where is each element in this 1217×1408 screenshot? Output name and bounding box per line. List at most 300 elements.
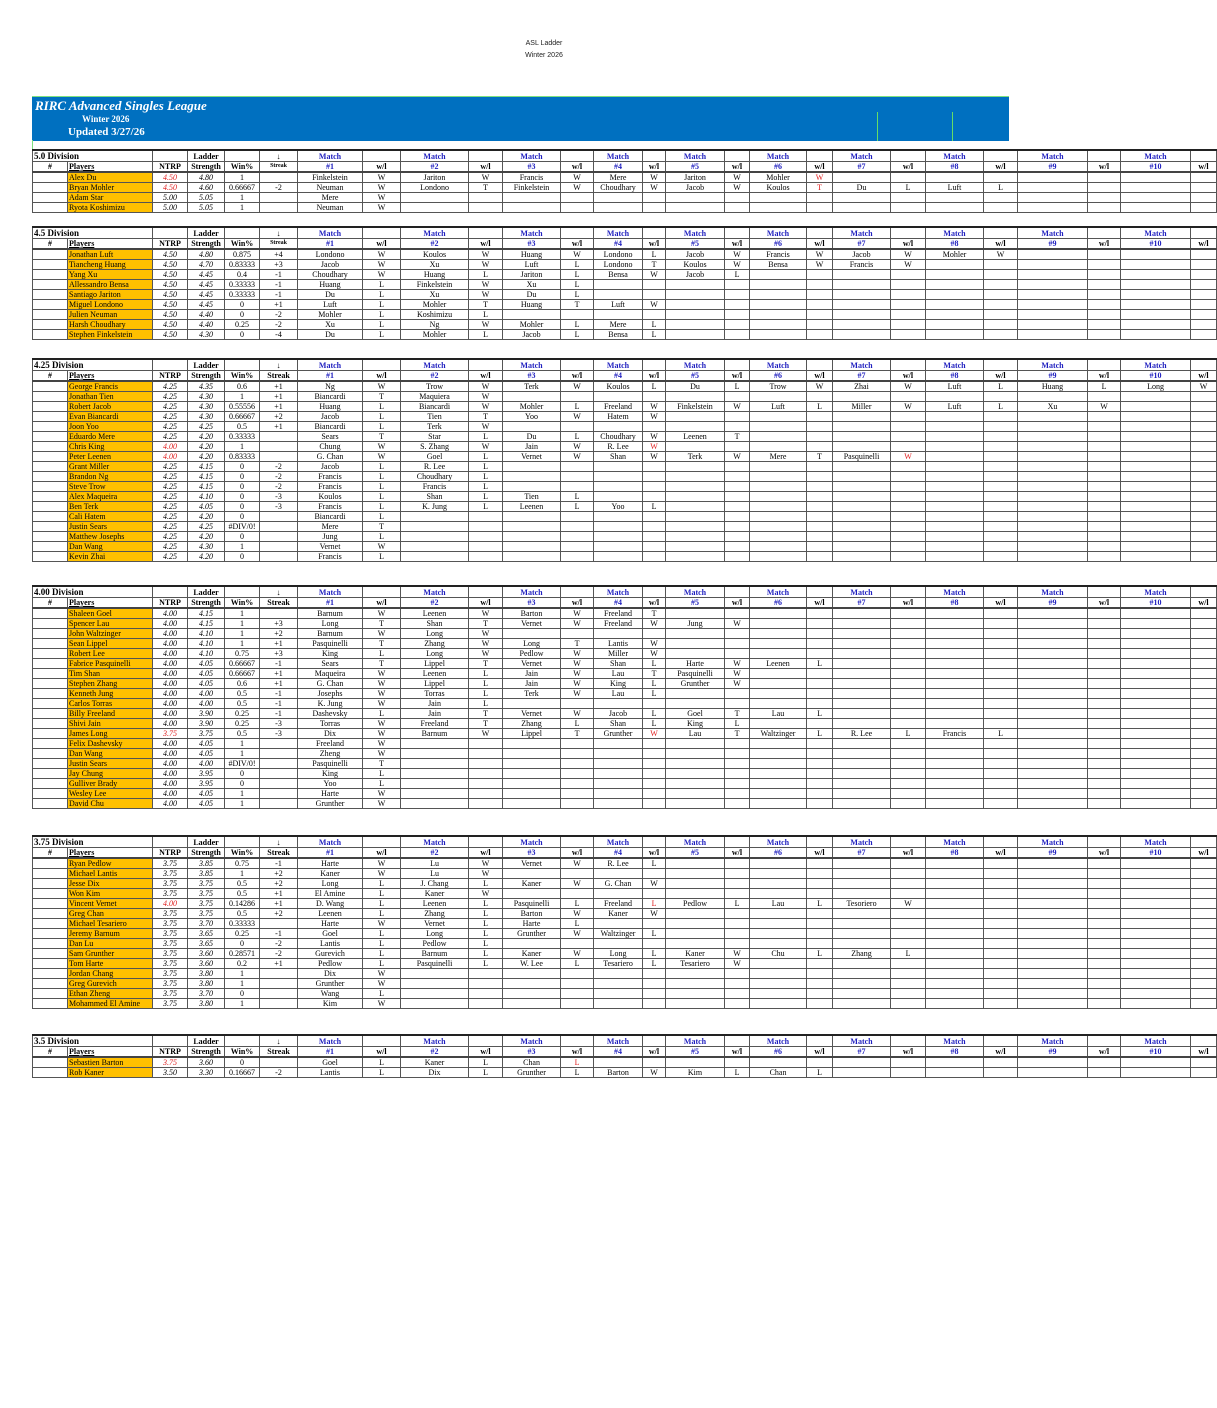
result-cell: [807, 330, 833, 340]
result-cell: W: [363, 260, 401, 270]
match-number-header: #4: [594, 162, 643, 173]
result-cell: [984, 522, 1018, 532]
player-name[interactable]: Steve Trow: [68, 482, 153, 492]
opponent-cell: [926, 858, 984, 869]
match-header: Match: [594, 227, 643, 239]
result-cell: [643, 999, 666, 1009]
ntrp-header: NTRP: [153, 848, 188, 859]
opponent-cell: Lantis: [298, 939, 363, 949]
streak-value: -1: [260, 280, 298, 290]
result-cell: [1088, 512, 1121, 522]
player-name[interactable]: Yang Xu: [68, 270, 153, 280]
opponent-cell: [1018, 639, 1088, 649]
player-name[interactable]: Miguel Londono: [68, 300, 153, 310]
result-cell: [1191, 669, 1217, 679]
winpct-value: 0.25: [225, 719, 260, 729]
match-header: Match: [503, 150, 561, 162]
opponent-cell: [1121, 422, 1191, 432]
opponent-cell: [1121, 502, 1191, 512]
result-cell: [1088, 392, 1121, 402]
opponent-cell: [503, 422, 561, 432]
opponent-cell: [666, 749, 725, 759]
result-cell: W: [469, 381, 503, 392]
result-cell: W: [363, 719, 401, 729]
strength-value: 4.25: [188, 522, 225, 532]
player-name[interactable]: Chris King: [68, 442, 153, 452]
player-name[interactable]: Matthew Josephs: [68, 532, 153, 542]
match-number-header: #8: [926, 239, 984, 250]
opponent-cell: [926, 412, 984, 422]
result-cell: [561, 989, 594, 999]
opponent-cell: [1018, 729, 1088, 739]
result-cell: [1191, 300, 1217, 310]
player-name[interactable]: Justin Sears: [68, 522, 153, 532]
opponent-cell: [833, 929, 891, 939]
opponent-cell: [1121, 203, 1191, 213]
result-cell: L: [469, 899, 503, 909]
player-name[interactable]: Alex Maqueira: [68, 492, 153, 502]
player-name[interactable]: Felix Dashevsky: [68, 739, 153, 749]
player-name[interactable]: Ben Terk: [68, 502, 153, 512]
result-cell: [891, 320, 926, 330]
opponent-cell: [750, 532, 807, 542]
result-cell: W: [725, 669, 750, 679]
player-name[interactable]: David Chu: [68, 799, 153, 809]
player-name[interactable]: Eduardo Mere: [68, 432, 153, 442]
player-name[interactable]: Jeremy Barnum: [68, 929, 153, 939]
opponent-cell: [1121, 193, 1191, 203]
streak-value: +1: [260, 300, 298, 310]
player-row: [33, 472, 1217, 482]
opponent-cell: Chu: [750, 949, 807, 959]
result-cell: T: [469, 412, 503, 422]
match-header: Match: [750, 586, 807, 598]
opponent-cell: Terk: [666, 452, 725, 462]
strength-value: 4.30: [188, 330, 225, 340]
player-name[interactable]: Wesley Lee: [68, 789, 153, 799]
opponent-cell: [926, 442, 984, 452]
player-name[interactable]: Spencer Lau: [68, 619, 153, 629]
result-cell: [1191, 492, 1217, 502]
header-blank: [807, 836, 833, 848]
result-cell: [1191, 799, 1217, 809]
opponent-cell: Wang: [298, 989, 363, 999]
opponent-cell: Tesariero: [666, 959, 725, 969]
header-blank: [469, 359, 503, 371]
player-name[interactable]: Sam Grunther: [68, 949, 153, 959]
streak-value: [260, 512, 298, 522]
player-row: [33, 989, 1217, 999]
player-name[interactable]: Julien Neuman: [68, 310, 153, 320]
opponent-cell: [926, 330, 984, 340]
result-cell: L: [363, 959, 401, 969]
result-cell: L: [643, 709, 666, 719]
player-name[interactable]: Santiago Jariton: [68, 290, 153, 300]
match-header: Match: [298, 227, 363, 239]
opponent-cell: Bensa: [594, 330, 643, 340]
player-name[interactable]: Stephen Finkelstein: [68, 330, 153, 340]
rank-cell: [33, 442, 68, 452]
opponent-cell: Grunther: [594, 729, 643, 739]
opponent-cell: [750, 412, 807, 422]
opponent-cell: [926, 310, 984, 320]
opponent-cell: Lippel: [503, 729, 561, 739]
player-name[interactable]: Mohammed El Amine: [68, 999, 153, 1009]
opponent-cell: [503, 193, 561, 203]
player-name[interactable]: Greg Gurevich: [68, 979, 153, 989]
opponent-cell: [926, 512, 984, 522]
player-name[interactable]: Dan Wang: [68, 749, 153, 759]
result-cell: [561, 699, 594, 709]
result-cell: T: [643, 669, 666, 679]
player-name[interactable]: Kenneth Jung: [68, 689, 153, 699]
streak-value: +3: [260, 649, 298, 659]
result-cell: L: [725, 381, 750, 392]
opponent-cell: Londono: [594, 260, 643, 270]
opponent-cell: [926, 203, 984, 213]
opponent-cell: [926, 869, 984, 879]
opponent-cell: K. Jung: [401, 502, 469, 512]
result-cell: [984, 969, 1018, 979]
opponent-cell: Miller: [833, 402, 891, 412]
opponent-cell: Luft: [926, 183, 984, 193]
player-name[interactable]: Bryan Mohler: [68, 183, 153, 193]
rank-cell: [33, 729, 68, 739]
streak-value: [260, 172, 298, 183]
result-cell: [807, 909, 833, 919]
player-name[interactable]: Stephen Zhang: [68, 679, 153, 689]
player-name[interactable]: Justin Sears: [68, 759, 153, 769]
header-blank: [725, 1035, 750, 1047]
sort-arrow-icon[interactable]: ↓: [260, 227, 298, 239]
opponent-cell: El Amine: [298, 889, 363, 899]
ntrp-value: 4.00: [153, 769, 188, 779]
division-header-row: [33, 1035, 1217, 1047]
opponent-cell: Grunther: [503, 1068, 561, 1078]
ntrp-value: 4.50: [153, 310, 188, 320]
rank-cell: [33, 969, 68, 979]
player-name[interactable]: James Long: [68, 729, 153, 739]
result-cell: [725, 989, 750, 999]
opponent-cell: Shan: [594, 659, 643, 669]
opponent-cell: Chan: [503, 1057, 561, 1068]
opponent-cell: Koshimizu: [401, 310, 469, 320]
match-header: Match: [750, 227, 807, 239]
match-header: Match: [1018, 359, 1088, 371]
rank-cell: [33, 689, 68, 699]
result-cell: [725, 789, 750, 799]
player-name[interactable]: Joon Yoo: [68, 422, 153, 432]
player-name[interactable]: Allessandro Bensa: [68, 280, 153, 290]
streak-value: [260, 1057, 298, 1068]
streak-value: -2: [260, 472, 298, 482]
result-cell: W: [363, 193, 401, 203]
ntrp-value: 5.00: [153, 193, 188, 203]
opponent-cell: S. Zhang: [401, 442, 469, 452]
player-name[interactable]: Grant Miller: [68, 462, 153, 472]
opponent-cell: [503, 759, 561, 769]
winpct-value: 0.5: [225, 889, 260, 899]
player-name[interactable]: Shivi Jain: [68, 719, 153, 729]
header-blank: [891, 150, 926, 162]
rank-cell: [33, 532, 68, 542]
opponent-cell: Gurevich: [298, 949, 363, 959]
player-name[interactable]: Fabrice Pasquinelli: [68, 659, 153, 669]
player-name[interactable]: Sean Lippel: [68, 639, 153, 649]
opponent-cell: [1121, 290, 1191, 300]
opponent-cell: [926, 909, 984, 919]
opponent-cell: [666, 759, 725, 769]
result-cell: [725, 869, 750, 879]
streak-value: -2: [260, 320, 298, 330]
player-row: [33, 532, 1217, 542]
opponent-cell: [1018, 689, 1088, 699]
player-name[interactable]: Cali Hatem: [68, 512, 153, 522]
header-blank: [1191, 150, 1217, 162]
opponent-cell: [926, 769, 984, 779]
result-cell: [984, 462, 1018, 472]
player-name[interactable]: Adam Star: [68, 193, 153, 203]
player-name[interactable]: Jay Chung: [68, 769, 153, 779]
division-table: [32, 835, 1217, 1009]
result-cell: [891, 779, 926, 789]
player-name[interactable]: Jordan Chang: [68, 969, 153, 979]
result-cell: [1191, 290, 1217, 300]
sort-arrow-icon[interactable]: ↓: [260, 836, 298, 848]
player-name[interactable]: Billy Freeland: [68, 709, 153, 719]
match-number-header: #10: [1121, 239, 1191, 250]
opponent-cell: [1018, 502, 1088, 512]
player-name[interactable]: Tim Shan: [68, 669, 153, 679]
player-row: [33, 769, 1217, 779]
result-cell: [561, 979, 594, 989]
winpct-value: 0.66667: [225, 659, 260, 669]
match-number-header: #9: [1018, 239, 1088, 250]
match-number-header: #6: [750, 848, 807, 859]
sort-arrow-icon[interactable]: ↓: [260, 359, 298, 371]
player-name[interactable]: Won Kim: [68, 889, 153, 899]
opponent-cell: Xu: [298, 320, 363, 330]
player-name[interactable]: Michael Lantis: [68, 869, 153, 879]
player-name[interactable]: Brandon Ng: [68, 472, 153, 482]
opponent-cell: [750, 422, 807, 432]
result-cell: W: [561, 679, 594, 689]
player-name[interactable]: Tiancheng Huang: [68, 260, 153, 270]
strength-value: 4.05: [188, 799, 225, 809]
player-name[interactable]: Dan Lu: [68, 939, 153, 949]
player-name[interactable]: Robert Jacob: [68, 402, 153, 412]
header-blank: [984, 836, 1018, 848]
opponent-cell: Zhang: [833, 949, 891, 959]
result-cell: [643, 869, 666, 879]
opponent-cell: [926, 959, 984, 969]
opponent-cell: [1121, 729, 1191, 739]
ntrp-header: NTRP: [153, 1047, 188, 1058]
opponent-cell: Londono: [594, 249, 643, 260]
opponent-cell: [594, 193, 643, 203]
opponent-cell: [926, 260, 984, 270]
winpct-value: 0.25: [225, 320, 260, 330]
wl-header: w/l: [891, 162, 926, 173]
streak-value: +2: [260, 869, 298, 879]
opponent-cell: [833, 320, 891, 330]
result-cell: [643, 699, 666, 709]
strength-value: 4.20: [188, 552, 225, 562]
winpct-value: 0.5: [225, 422, 260, 432]
rank-cell: [33, 679, 68, 689]
sort-arrow-icon[interactable]: ↓: [260, 1035, 298, 1047]
streak-value: +1: [260, 422, 298, 432]
opponent-cell: Long: [594, 949, 643, 959]
opponent-cell: [1018, 522, 1088, 532]
player-name[interactable]: Gulliver Brady: [68, 779, 153, 789]
opponent-cell: [750, 482, 807, 492]
opponent-cell: [401, 999, 469, 1009]
result-cell: [1088, 789, 1121, 799]
rank-cell: [33, 542, 68, 552]
opponent-cell: Du: [503, 290, 561, 300]
result-cell: W: [561, 412, 594, 422]
header-blank: [363, 836, 401, 848]
result-cell: W: [469, 402, 503, 412]
ntrp-value: 4.00: [153, 709, 188, 719]
result-cell: [891, 280, 926, 290]
player-row: [33, 280, 1217, 290]
opponent-cell: [1121, 969, 1191, 979]
opponent-cell: [1121, 929, 1191, 939]
wl-header: w/l: [891, 239, 926, 250]
player-name[interactable]: Ryota Koshimizu: [68, 203, 153, 213]
wl-header: w/l: [891, 1047, 926, 1058]
opponent-cell: [1018, 699, 1088, 709]
header-blank: [643, 150, 666, 162]
result-cell: L: [561, 330, 594, 340]
opponent-cell: [1018, 608, 1088, 619]
result-cell: W: [725, 249, 750, 260]
opponent-cell: [503, 799, 561, 809]
result-cell: [807, 422, 833, 432]
result-cell: L: [363, 949, 401, 959]
player-name[interactable]: John Waltzinger: [68, 629, 153, 639]
opponent-cell: [750, 432, 807, 442]
result-cell: [984, 392, 1018, 402]
result-cell: [1088, 452, 1121, 462]
result-cell: [807, 639, 833, 649]
match-header: Match: [926, 1035, 984, 1047]
opponent-cell: Mohler: [298, 310, 363, 320]
opponent-cell: Dix: [298, 729, 363, 739]
result-cell: [807, 203, 833, 213]
header-blank: [725, 586, 750, 598]
result-cell: [1191, 879, 1217, 889]
match-header: Match: [666, 150, 725, 162]
opponent-cell: Biancardi: [401, 402, 469, 412]
player-name[interactable]: Michael Tesariero: [68, 919, 153, 929]
opponent-cell: Mere: [594, 320, 643, 330]
match-number-header: #3: [503, 848, 561, 859]
result-cell: W: [561, 879, 594, 889]
result-cell: [1088, 1068, 1121, 1078]
player-name[interactable]: Robert Lee: [68, 649, 153, 659]
player-name[interactable]: Harsh Choudhary: [68, 320, 153, 330]
player-name[interactable]: Jonathan Luft: [68, 249, 153, 260]
player-name[interactable]: Shaleen Goel: [68, 608, 153, 619]
sort-arrow-icon[interactable]: ↓: [260, 150, 298, 162]
player-name[interactable]: Ryan Pedlow: [68, 858, 153, 869]
player-name[interactable]: Evan Biancardi: [68, 412, 153, 422]
opponent-cell: [666, 979, 725, 989]
player-name[interactable]: Dan Wang: [68, 542, 153, 552]
opponent-cell: [666, 869, 725, 879]
winpct-value: 0.25: [225, 709, 260, 719]
streak-value: [260, 799, 298, 809]
result-cell: W: [561, 649, 594, 659]
streak-value: [260, 999, 298, 1009]
match-number-header: #3: [503, 239, 561, 250]
result-cell: [1088, 193, 1121, 203]
player-name[interactable]: Jesse Dix: [68, 879, 153, 889]
opponent-cell: Dix: [298, 969, 363, 979]
player-name[interactable]: Vincent Vernet: [68, 899, 153, 909]
result-cell: [1088, 919, 1121, 929]
player-name[interactable]: Alex Du: [68, 172, 153, 183]
result-cell: L: [807, 1068, 833, 1078]
player-name[interactable]: Tom Harte: [68, 959, 153, 969]
result-cell: [561, 542, 594, 552]
player-name[interactable]: Greg Chan: [68, 909, 153, 919]
result-cell: [643, 552, 666, 562]
player-name[interactable]: Peter Leenen: [68, 452, 153, 462]
wl-header: w/l: [469, 239, 503, 250]
division-table: [32, 1034, 1217, 1078]
opponent-cell: [1121, 522, 1191, 532]
result-cell: [984, 502, 1018, 512]
ntrp-value: 4.50: [153, 249, 188, 260]
player-name[interactable]: Sebastien Barton: [68, 1057, 153, 1068]
opponent-cell: [833, 193, 891, 203]
streak-header: Streak: [260, 239, 298, 250]
player-row: [33, 639, 1217, 649]
player-name[interactable]: Kevin Zhai: [68, 552, 153, 562]
result-cell: [1191, 719, 1217, 729]
header-blank: [153, 836, 188, 848]
opponent-cell: [833, 300, 891, 310]
result-cell: [1191, 969, 1217, 979]
result-cell: W: [1191, 381, 1217, 392]
result-cell: [1191, 310, 1217, 320]
sort-arrow-icon[interactable]: ↓: [260, 586, 298, 598]
opponent-cell: [1121, 858, 1191, 869]
opponent-cell: [833, 392, 891, 402]
opponent-cell: [503, 472, 561, 482]
opponent-cell: Josephs: [298, 689, 363, 699]
player-name[interactable]: Rob Kaner: [68, 1068, 153, 1078]
player-name[interactable]: Carlos Torras: [68, 699, 153, 709]
result-cell: [1088, 172, 1121, 183]
result-cell: W: [643, 270, 666, 280]
player-name[interactable]: Jonathan Tien: [68, 392, 153, 402]
opponent-cell: Zheng: [298, 749, 363, 759]
header-blank: [225, 1035, 260, 1047]
player-name[interactable]: George Francis: [68, 381, 153, 392]
rank-cell: [33, 452, 68, 462]
winpct-value: 0.6: [225, 679, 260, 689]
player-name[interactable]: Ethan Zheng: [68, 989, 153, 999]
winpct-value: #DIV/0!: [225, 522, 260, 532]
match-number-header: #8: [926, 371, 984, 382]
player-row: [33, 919, 1217, 929]
ntrp-value: 4.50: [153, 270, 188, 280]
